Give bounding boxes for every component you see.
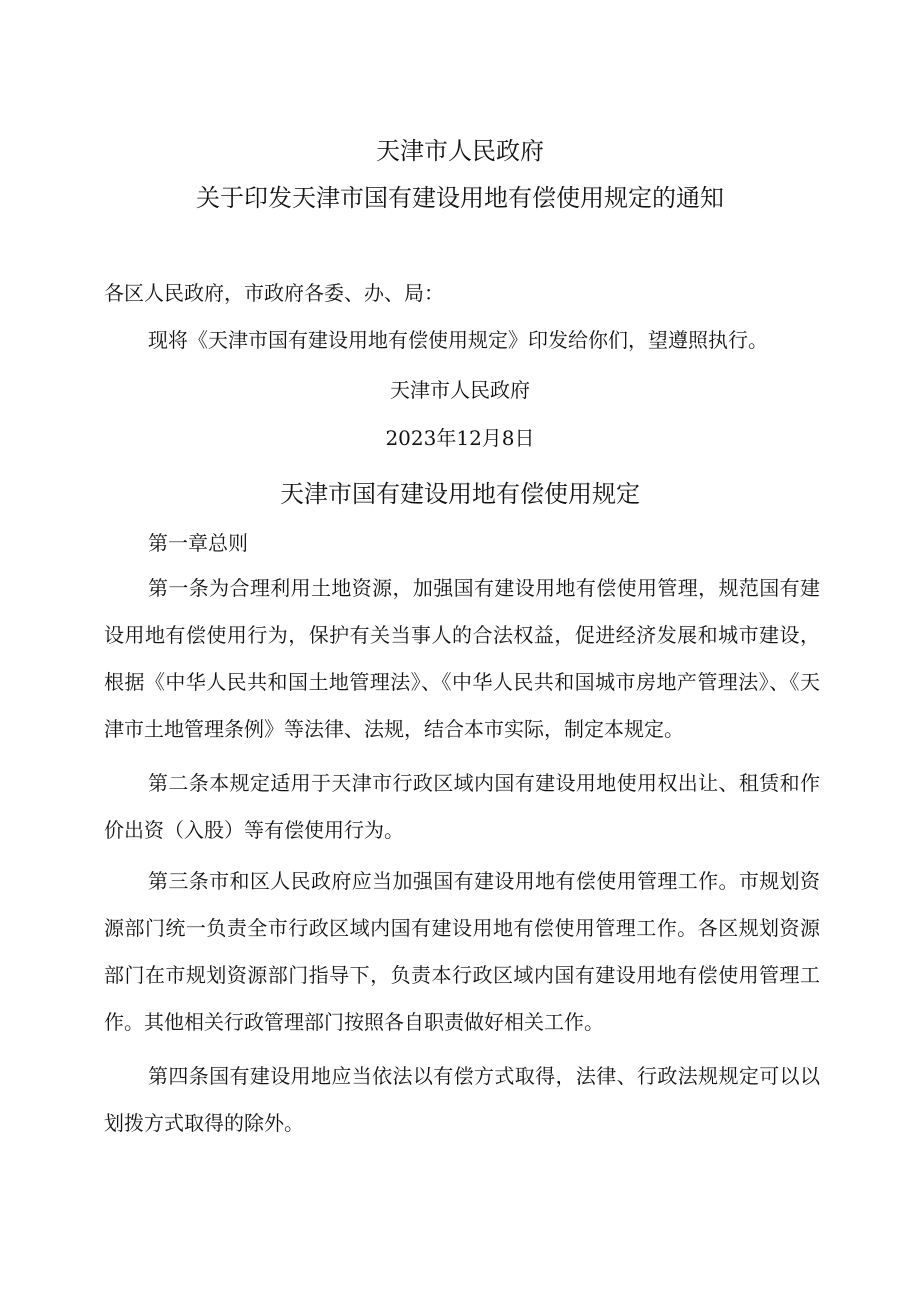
chapter-heading: 第一章总则 [148,531,248,555]
issuer-title: 天津市人民政府 [376,137,544,165]
article-1: 第一条为合理利用土地资源，加强国有建设用地有偿使用管理，规范国有建设用地有偿使用行为，保护有关当事人的合法权益，促进经济发展和城市建设，根据《中华人民共和国土地管理法》、《中华人民共和国城市房地产管理法》、《天津市土地管理条例》等法律、法规，结合本市实际，制定本规定。 [104,576,820,741]
article-3: 第三条市和区人民政府应当加强国有建设用地有偿使用管理工作。市规划资源部门统一负责全市行政区域内国有建设用地有偿使用管理工作。各区规划资源部门在市规划资源部门指导下，负责本行政区域内国有建设用地有偿使用管理工作。其他相关行政管理部门按照各自职责做好相关工作。 [104,869,820,1034]
signature: 天津市人民政府 [390,378,530,402]
article-4: 第四条国有建设用地应当依法以有偿方式取得，法律、行政法规规定可以以划拨方式取得的除外。 [104,1064,820,1135]
notice-body: 现将《天津市国有建设用地有偿使用规定》印发给你们，望遵照执行。 [148,328,768,352]
notice-title: 关于印发天津市国有建设用地有偿使用规定的通知 [196,184,724,212]
addressee: 各区人民政府，市政府各委、办、局： [104,281,444,305]
regulation-title: 天津市国有建设用地有偿使用规定 [280,480,640,508]
article-2: 第二条本规定适用于天津市行政区域内国有建设用地使用权出让、租赁和作价出资（入股）等有偿使用行为。 [104,771,820,842]
issue-date: 2023年12月8日 [385,426,535,450]
